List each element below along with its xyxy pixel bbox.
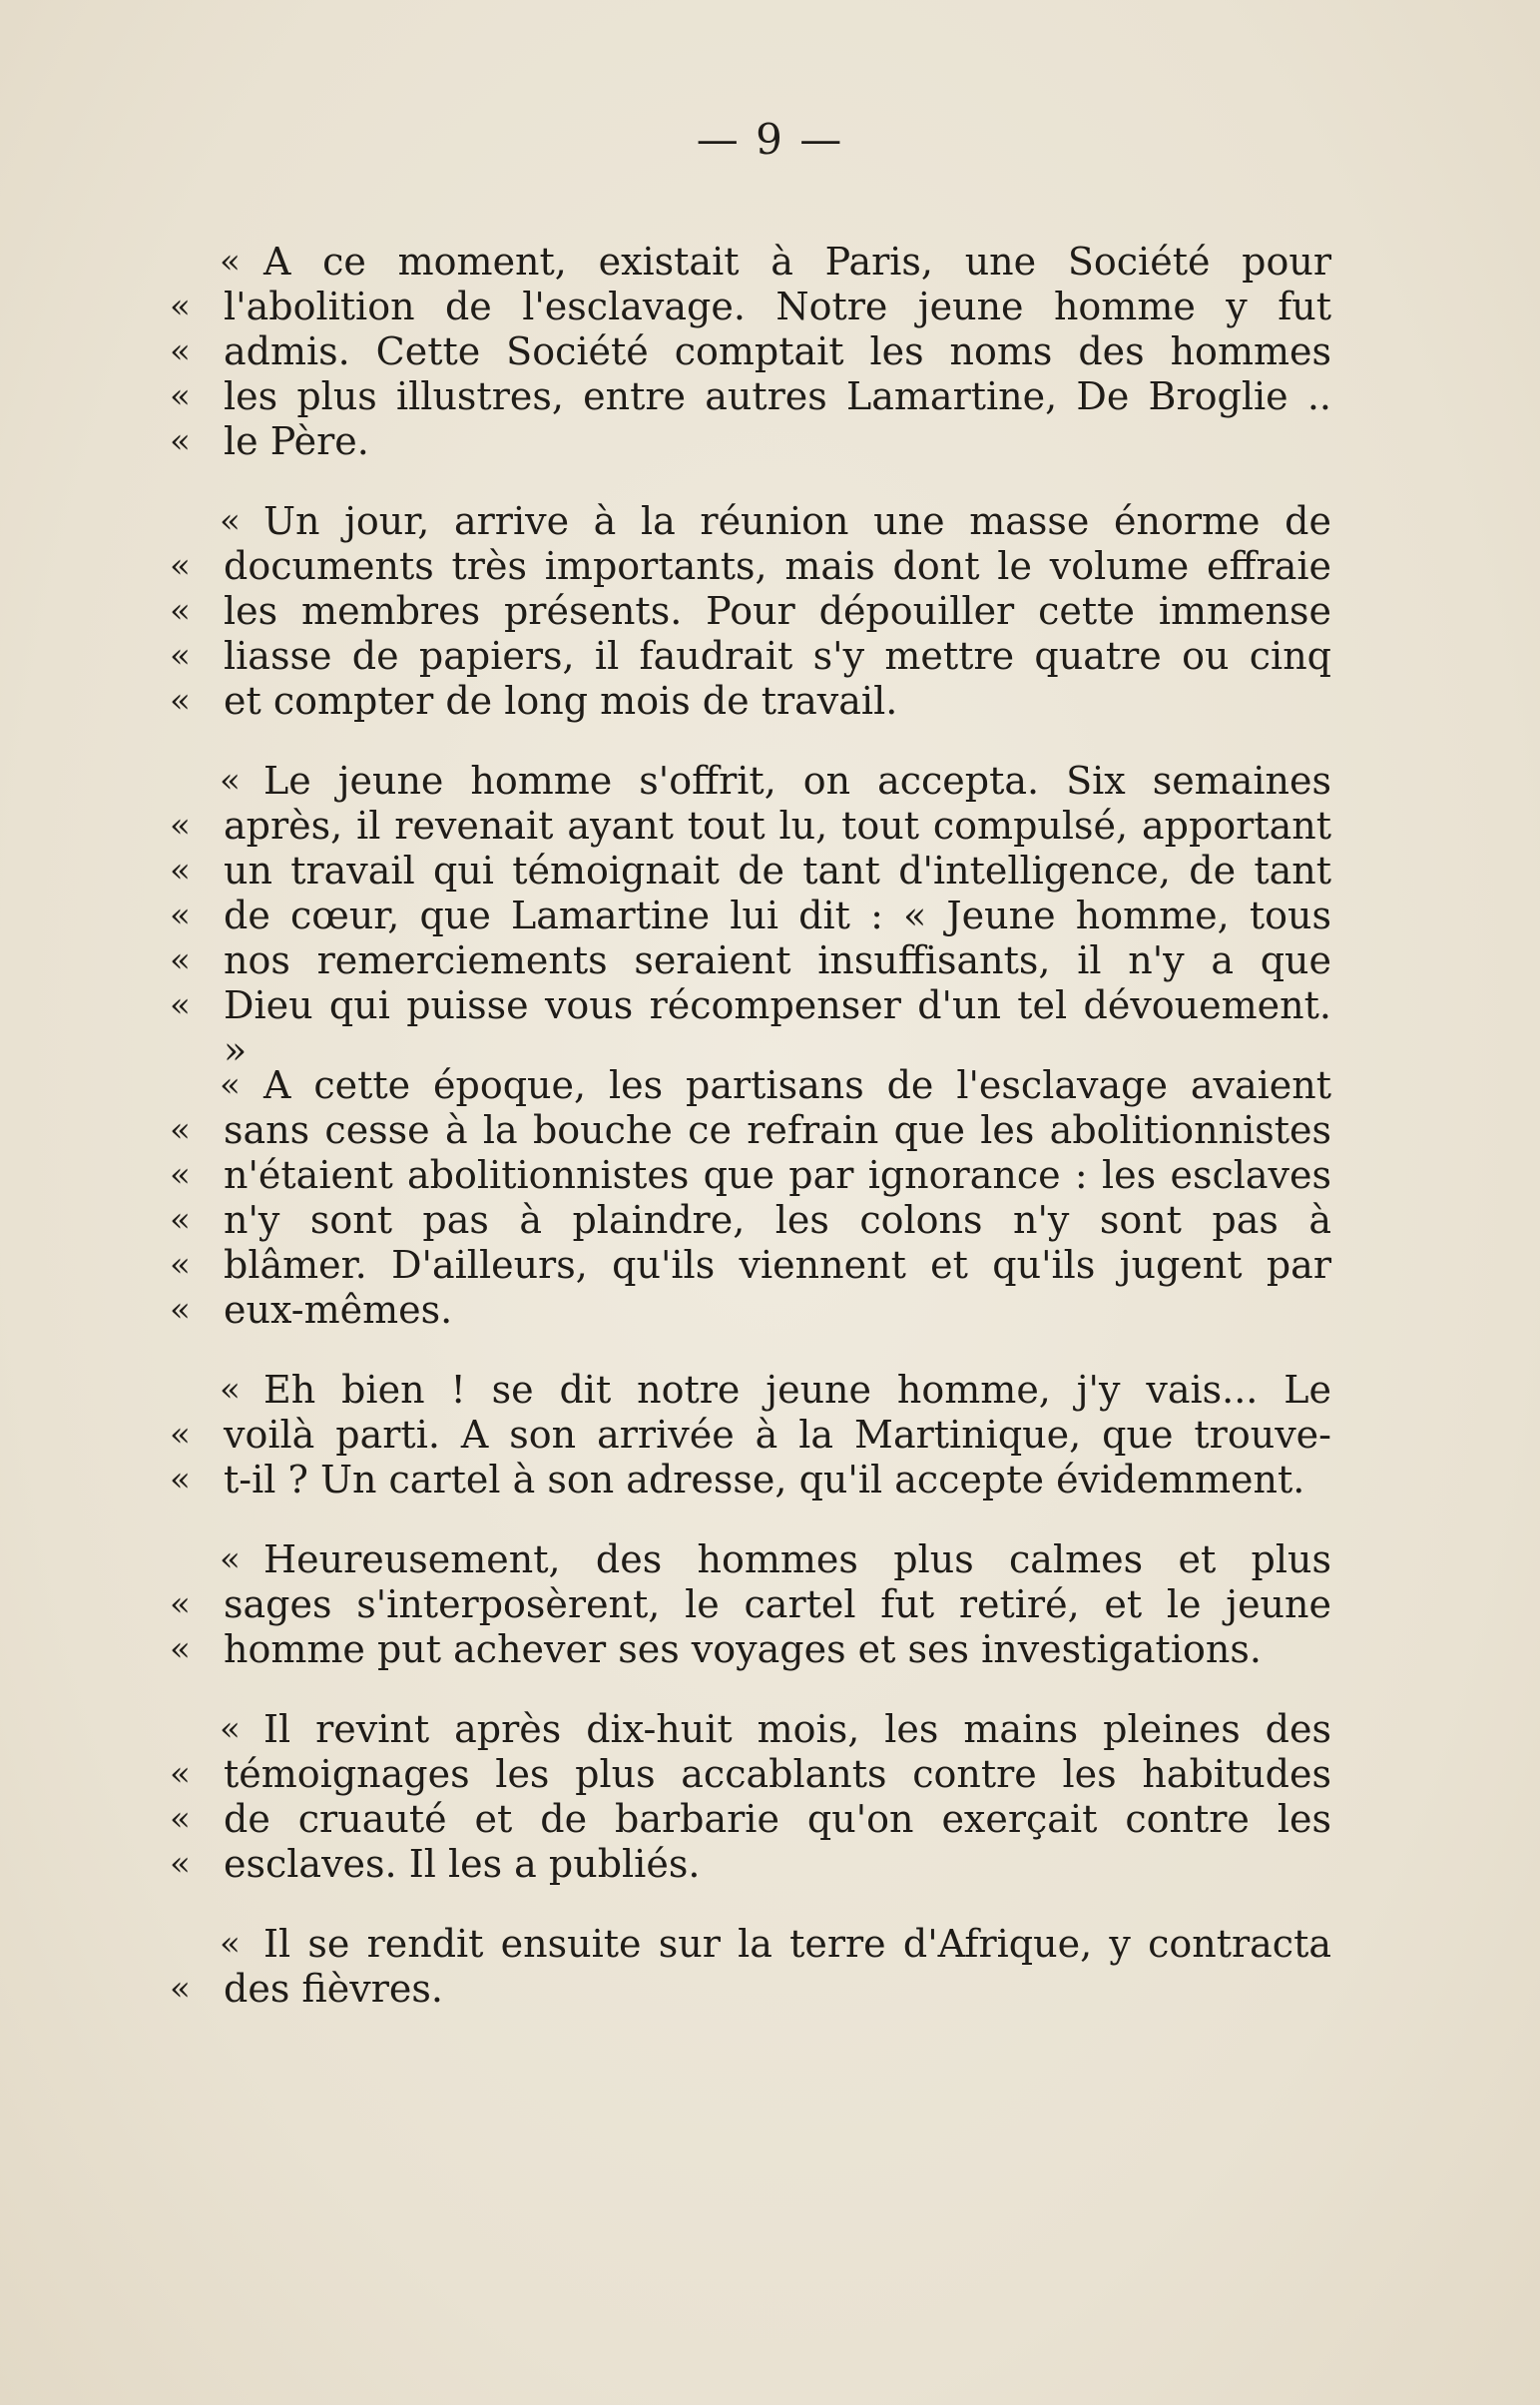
- quote-mark: «: [170, 1110, 191, 1150]
- text-line: [170, 1537, 1331, 1582]
- text-line: [170, 1288, 1331, 1333]
- text-line: [170, 1797, 1331, 1842]
- text-line: [170, 1413, 1331, 1458]
- line-text: Le jeune homme s'offrit, on accepta. Six semaines: [263, 759, 1331, 803]
- line-text: blâmer. D'ailleurs, qu'ils viennent et qu'ils jugent par: [224, 1243, 1331, 1287]
- quote-mark: «: [170, 1460, 191, 1500]
- line-text: Eh bien ! se dit notre jeune homme, j'y vais... Le: [263, 1368, 1331, 1412]
- text-line: [170, 679, 1331, 724]
- quote-mark: «: [220, 1370, 241, 1410]
- paragraph: [170, 759, 1331, 1072]
- text-line: [170, 1967, 1331, 2012]
- line-text: Il revint après dix-huit mois, les mains pleines des: [263, 1707, 1331, 1751]
- line-text: témoignages les plus accablants contre les habitudes: [224, 1752, 1331, 1796]
- paragraph: [170, 1537, 1331, 1672]
- quote-mark: «: [170, 591, 191, 631]
- quote-mark: «: [170, 376, 191, 416]
- line-text: le Père.: [224, 419, 369, 463]
- quote-mark: «: [170, 896, 191, 935]
- quote-mark: «: [170, 1799, 191, 1839]
- text-line: [170, 589, 1331, 634]
- line-text: les plus illustres, entre autres Lamartine, De Broglie ..: [224, 374, 1331, 418]
- line-text: voilà parti. A son arrivée à la Martinique, que trouve-: [224, 1413, 1331, 1457]
- quote-mark: «: [170, 1155, 191, 1195]
- text-line: [170, 329, 1331, 374]
- quote-mark: «: [220, 1924, 241, 1964]
- line-text: les membres présents. Pour dépouiller cette immense: [224, 589, 1331, 633]
- quote-mark: «: [170, 287, 191, 326]
- text-line: [170, 1627, 1331, 1672]
- text-line: [170, 894, 1331, 938]
- text-line: [170, 419, 1331, 464]
- text-line: [170, 1198, 1331, 1243]
- line-text: t-il ? Un cartel à son adresse, qu'il accepte évidemment.: [224, 1458, 1305, 1502]
- quote-mark: «: [170, 1245, 191, 1285]
- quote-mark: «: [170, 1200, 191, 1240]
- line-text: Dieu qui puisse vous récompenser d'un tel dévouement. »: [224, 983, 1331, 1072]
- line-text: un travail qui témoignait de tant d'intelligence, de tant: [224, 849, 1331, 893]
- quote-mark: «: [170, 1290, 191, 1330]
- paragraph: [170, 1368, 1331, 1503]
- line-text: A ce moment, existait à Paris, une Société pour: [263, 240, 1331, 284]
- text-line: [170, 1842, 1331, 1887]
- quote-mark: «: [170, 1629, 191, 1669]
- text-line: [170, 1752, 1331, 1797]
- quote-mark: «: [170, 331, 191, 371]
- line-text: A cette époque, les partisans de l'esclavage avaient: [263, 1063, 1331, 1107]
- text-line: [170, 759, 1331, 804]
- paragraph: [170, 1063, 1331, 1333]
- text-line: [170, 1707, 1331, 1752]
- quote-mark: «: [170, 1844, 191, 1884]
- line-text: homme put achever ses voyages et ses investigations.: [224, 1627, 1262, 1671]
- quote-mark: «: [170, 940, 191, 980]
- text-line: [170, 1243, 1331, 1288]
- text-line: [170, 1153, 1331, 1198]
- line-text: de cœur, que Lamartine lui dit : « Jeune homme, tous: [224, 894, 1331, 937]
- line-text: des fièvres.: [224, 1967, 443, 2011]
- text-line: [170, 285, 1331, 329]
- line-text: et compter de long mois de travail.: [224, 679, 898, 723]
- text-line: [170, 240, 1331, 285]
- line-text: nos remerciements seraient insuffisants, il n'y a que: [224, 938, 1331, 982]
- text-line: [170, 1922, 1331, 1967]
- quote-mark: «: [170, 851, 191, 891]
- text-line: [170, 1108, 1331, 1153]
- line-text: eux-mêmes.: [224, 1288, 453, 1332]
- quote-mark: «: [170, 806, 191, 846]
- paragraph: [170, 240, 1331, 464]
- text-line: [170, 634, 1331, 679]
- line-text: admis. Cette Société comptait les noms des hommes: [224, 329, 1331, 373]
- line-text: sages s'interposèrent, le cartel fut retiré, et le jeune: [224, 1582, 1331, 1626]
- line-text: Heureusement, des hommes plus calmes et plus: [263, 1537, 1331, 1581]
- line-text: sans cesse à la bouche ce refrain que les abolitionnistes: [224, 1108, 1331, 1152]
- quote-mark: «: [170, 421, 191, 461]
- line-text: l'abolition de l'esclavage. Notre jeune homme y fut: [224, 285, 1331, 328]
- quote-mark: «: [220, 1539, 241, 1579]
- text-line: [170, 804, 1331, 849]
- quote-mark: «: [170, 1754, 191, 1794]
- quote-mark: «: [220, 761, 241, 801]
- quote-mark: «: [170, 1415, 191, 1455]
- text-line: [170, 849, 1331, 894]
- quote-mark: «: [170, 1969, 191, 2009]
- text-line: [170, 938, 1331, 983]
- text-line: [170, 983, 1331, 1072]
- line-text: Il se rendit ensuite sur la terre d'Afrique, y contracta: [263, 1922, 1331, 1966]
- quote-mark: «: [220, 501, 241, 541]
- text-line: [170, 1368, 1331, 1413]
- quote-mark: «: [170, 985, 191, 1025]
- line-text: n'y sont pas à plaindre, les colons n'y sont pas à: [224, 1198, 1331, 1242]
- line-text: de cruauté et de barbarie qu'on exerçait contre les: [224, 1797, 1331, 1841]
- paragraph: [170, 1707, 1331, 1887]
- text-line: [170, 499, 1331, 544]
- text-line: [170, 544, 1331, 589]
- quote-mark: «: [220, 1065, 241, 1105]
- line-text: liasse de papiers, il faudrait s'y mettre quatre ou cinq: [224, 634, 1331, 678]
- text-line: [170, 1458, 1331, 1503]
- body-text: [170, 240, 1331, 2047]
- quote-mark: «: [170, 546, 191, 586]
- line-text: Un jour, arrive à la réunion une masse énorme de: [263, 499, 1331, 543]
- line-text: n'étaient abolitionnistes que par ignorance : les esclaves: [224, 1153, 1331, 1197]
- text-line: [170, 1063, 1331, 1108]
- text-line: [170, 374, 1331, 419]
- quote-mark: «: [170, 636, 191, 676]
- quote-mark: «: [170, 1584, 191, 1624]
- text-line: [170, 1582, 1331, 1627]
- page-number: — 9 —: [696, 115, 844, 164]
- quote-mark: «: [220, 1709, 241, 1749]
- quote-mark: «: [220, 242, 241, 282]
- line-text: documents très importants, mais dont le volume effraie: [224, 544, 1331, 588]
- line-text: après, il revenait ayant tout lu, tout compulsé, apportant: [224, 804, 1331, 848]
- paragraph: [170, 499, 1331, 724]
- line-text: esclaves. Il les a publiés.: [224, 1842, 701, 1886]
- quote-mark: «: [170, 681, 191, 721]
- paragraph: [170, 1922, 1331, 2012]
